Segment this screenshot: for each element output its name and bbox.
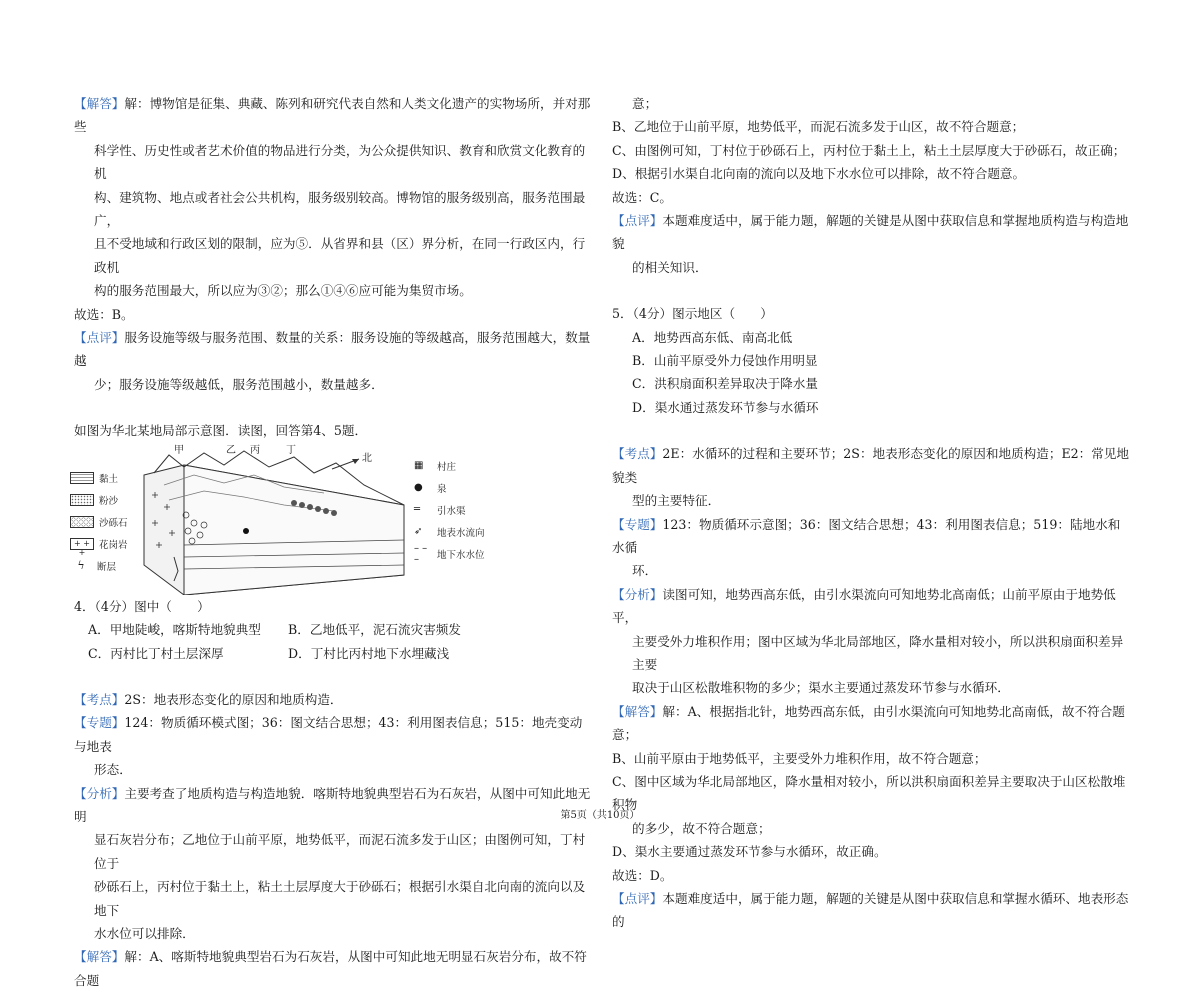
silt-swatch-icon xyxy=(70,494,94,506)
line-text: C、由图例可知，丁村位于砂砾石上，丙村位于黏土上，粘土土层厚度大于砂砾石，故正确； xyxy=(612,142,1126,158)
text-line xyxy=(612,92,1132,115)
text-line xyxy=(612,630,1132,677)
line-text: 型的主要特征． xyxy=(632,493,721,509)
line-text: 环． xyxy=(632,563,658,579)
geology-block-diagram xyxy=(74,444,485,595)
label-bing: 丙 xyxy=(250,444,260,456)
text-line xyxy=(74,758,594,781)
text-line xyxy=(74,186,594,233)
q5-option-b: B．山前平原受外力侵蚀作用明显 xyxy=(632,353,818,369)
section-tag: 【分析】 xyxy=(612,586,663,602)
line-text: 的相关知识． xyxy=(632,259,708,275)
q4-option-b: B．乙地低平，泥石流灾害频发 xyxy=(288,622,461,638)
line-text: 解：A、根据指北针，地势西高东低，由引水渠流向可知地势北高南低，故不符合题意； xyxy=(612,703,1125,743)
line-text: 本题难度适中，属于能力题，解题的关键是从图中获取信息和掌握水循环、地表形态的 xyxy=(612,891,1129,930)
question-4-options-row1 xyxy=(74,618,594,641)
line-text: 解：博物馆是征集、典藏、陈列和研究代表自然和人类文化遗产的实物场所，并对那些 xyxy=(74,96,591,135)
answer-continuation-q4 xyxy=(612,92,1132,186)
page-footer: 第5页（共10页） xyxy=(560,810,640,821)
text-line xyxy=(612,513,1132,560)
line-text: 2S：地表形态变化的原因和地质构造． xyxy=(124,691,343,707)
text-line xyxy=(74,922,594,945)
granite-swatch-icon: + + + xyxy=(70,538,94,550)
text-line xyxy=(74,326,594,373)
water-table-icon: – – – xyxy=(414,542,428,565)
text-line xyxy=(612,840,1132,863)
legend-fault: ϟ 断层 xyxy=(70,555,130,577)
q4-option-d: D．丁村比丙村地下水埋藏浅 xyxy=(288,645,450,661)
label-yi: 乙 xyxy=(226,444,236,456)
north-label: 北 xyxy=(362,452,372,464)
spring-icon: ● xyxy=(414,482,423,494)
legend-village: ▦ 村庄 xyxy=(414,460,457,473)
text-line xyxy=(612,489,1132,512)
comment-paragraph-q4 xyxy=(612,209,1132,279)
line-text: 123：物质循环示意图；36：图文结合思想；43：利用图表信息；519：陆地水和水循 xyxy=(612,516,1121,555)
text-line xyxy=(612,442,1132,489)
zhuanti-paragraph-q5 xyxy=(612,513,1132,583)
section-tag: 【解答】 xyxy=(74,96,125,111)
section-tag: 【专题】 xyxy=(74,715,125,731)
text-line xyxy=(612,256,1132,279)
text-line xyxy=(612,583,1132,630)
q5-option-a: A．地势西高东低、南高北低 xyxy=(632,329,793,345)
zhuanti-paragraph xyxy=(74,711,594,781)
line-text: B、山前平原由于地势低平，主要受外力堆积作用，故不符合题意； xyxy=(612,750,987,766)
choice-result-q5: 故选：D。 xyxy=(612,867,673,883)
fault-icon: ϟ xyxy=(77,559,85,573)
legend-canal: ═ 引水渠 xyxy=(414,504,466,517)
text-line xyxy=(74,688,594,711)
line-text: 2E：水循环的过程和主要环节；2S：地表形态变化的原因和地质构造；E2：常见地貌类 xyxy=(612,446,1130,485)
text-line xyxy=(612,747,1132,770)
text-line xyxy=(74,232,594,279)
q5-option-c: C．洪积扇面积差异取决于降水量 xyxy=(632,376,818,392)
answer-paragraph-q4 xyxy=(74,945,594,992)
text-line xyxy=(74,711,594,758)
canal-icon: ═ xyxy=(414,504,421,516)
text-line xyxy=(74,373,594,396)
line-text: 意； xyxy=(632,96,658,111)
legend-granite: + + + 花岗岩 xyxy=(70,533,130,555)
answer-paragraph-museum xyxy=(74,92,594,303)
comment-paragraph xyxy=(74,326,594,396)
text-line xyxy=(74,828,594,875)
kaodian-paragraph xyxy=(74,688,594,711)
legend-left xyxy=(70,467,130,577)
line-text: C、图中区域为华北局部地区，降水量相对较小，所以洪积扇面积差异主要取决于山区松散堆积物 xyxy=(612,773,1126,813)
line-text: 解：A、喀斯特地貌典型岩石为石灰岩，从图中可知此地无明显石灰岩分布，故不符合题 xyxy=(74,949,587,988)
line-text: B、乙地位于山前平原，地势低平，而泥石流多发于山区，故不符合题意； xyxy=(612,119,1025,135)
text-line xyxy=(612,115,1132,138)
gravel-swatch-icon xyxy=(70,516,94,528)
line-text: 服务设施等级与服务范围、数量的关系：服务设施的等级越高，服务范围越大，数量越 xyxy=(74,330,591,369)
line-text: 本题难度适中，属于能力题，解题的关键是从图中获取信息和掌握地质构造与构造地貌 xyxy=(612,213,1129,252)
section-tag: 【点评】 xyxy=(612,891,663,906)
line-text: 主要考查了地质构造与构造地貌．喀斯特地貌典型岩石为石灰岩，从图中可知此地无明 xyxy=(74,785,591,824)
analysis-paragraph-q5 xyxy=(612,583,1132,700)
section-tag: 【点评】 xyxy=(612,213,663,229)
text-line xyxy=(74,875,594,922)
legend-spring: ● 泉 xyxy=(414,482,447,495)
section-tag: 【解答】 xyxy=(612,703,663,719)
clay-swatch-icon xyxy=(70,472,94,484)
line-text: 构、建筑物、地点或者社会公共机构，服务级别较高。博物馆的服务级别高，服务范围最广， xyxy=(94,189,586,229)
text-line xyxy=(74,945,594,992)
line-text: 水水位可以排除． xyxy=(94,925,195,941)
text-line xyxy=(74,782,594,829)
legend-water-table: – – – 地下水水位 xyxy=(414,542,485,565)
text-line xyxy=(612,162,1132,185)
text-line xyxy=(612,139,1132,162)
section-tag: 【专题】 xyxy=(612,516,663,532)
line-text: 读图可知，地势西高东低，由引水渠流向可知地势北高南低；山前平原由于地势低平， xyxy=(612,586,1116,626)
label-ding: 丁 xyxy=(286,444,296,456)
text-line xyxy=(74,279,594,302)
question-5-stem: 5．（4分）图示地区（ ） xyxy=(612,306,773,322)
left-column xyxy=(74,92,594,992)
section-tag: 【考点】 xyxy=(74,691,125,707)
section-tag: 【考点】 xyxy=(612,446,663,462)
line-text: 且不受地域和行政区划的限制，应为⑤．从省界和县（区）界分析，在同一行政区内，行政机 xyxy=(94,236,586,275)
text-line xyxy=(612,676,1132,699)
line-text: 主要受外力堆积作用；图中区域为华北局部地区，降水量相对较小，所以洪积扇面积差异主要 xyxy=(632,633,1124,672)
text-line xyxy=(74,92,594,139)
village-icon: ▦ xyxy=(414,460,424,472)
flow-arrow-icon: ➶ xyxy=(414,526,423,538)
legend-surface-flow: ➶ 地表水流向 xyxy=(414,526,485,539)
legend-clay: 黏土 xyxy=(70,467,130,489)
comment-paragraph-q5 xyxy=(612,887,1132,934)
q5-option-d: D．渠水通过蒸发环节参与水循环 xyxy=(632,399,819,415)
q4-option-c: C．丙村比丁村土层深厚 xyxy=(88,645,224,661)
text-line xyxy=(612,700,1132,747)
line-text: 124：物质循环模式图；36：图文结合思想；43：利用图表信息；515：地壳变动与地表 xyxy=(74,715,583,754)
line-text: 取决于山区松散堆积物的多少；渠水主要通过蒸发环节参与水循环． xyxy=(632,680,1010,696)
line-text: 形态． xyxy=(94,762,132,778)
q4-option-a: A．甲地陡峻，喀斯特地貌典型 xyxy=(88,622,261,638)
legend-gravel: 沙砾石 xyxy=(70,511,130,533)
line-text: 的多少，故不符合题意； xyxy=(632,820,771,836)
label-jia: 甲 xyxy=(174,444,184,456)
line-text: D、渠水主要通过蒸发环节参与水循环，故正确。 xyxy=(612,844,887,860)
line-text: 显石灰岩分布；乙地位于山前平原，地势低平，而泥石流多发于山区；由图例可知，丁村位于 xyxy=(94,832,586,871)
question-4-options-row2 xyxy=(74,642,594,665)
kaodian-paragraph-q5 xyxy=(612,442,1132,512)
figure-intro: 如图为华北某地局部示意图．读图，回答第4、5题． xyxy=(74,423,368,439)
legend-right xyxy=(414,455,504,565)
line-text: 砂砾石上，丙村位于黏土上，粘土土层厚度大于砂砾石；根据引水渠自北向南的流向以及地下 xyxy=(94,879,586,918)
section-tag: 【解答】 xyxy=(74,949,125,965)
text-line xyxy=(74,139,594,186)
legend-silt: 粉沙 xyxy=(70,489,130,511)
line-text: D、根据引水渠自北向南的流向以及地下水水位可以排除，故不符合题意。 xyxy=(612,166,1026,182)
choice-result-q4: 故选：C。 xyxy=(612,189,673,205)
question-4-stem: 4．（4分）图中（ ） xyxy=(74,598,210,614)
line-text: 构的服务范围最大，所以应为③②；那么①④⑥应可能为集贸市场。 xyxy=(94,283,472,299)
line-text: 科学性、历史性或者艺术价值的物品进行分类，为公众提供知识、教育和欣赏文化教育的机 xyxy=(94,142,586,182)
text-line xyxy=(612,887,1132,934)
section-tag: 【分析】 xyxy=(74,785,125,801)
text-line xyxy=(612,559,1132,582)
text-line xyxy=(612,209,1132,256)
section-tag: 【点评】 xyxy=(74,330,125,346)
answer-paragraph-q5 xyxy=(612,700,1132,864)
line-text: 少；服务设施等级越低，服务范围越小，数量越多． xyxy=(94,376,384,392)
choice-result: 故选：B。 xyxy=(74,306,134,322)
